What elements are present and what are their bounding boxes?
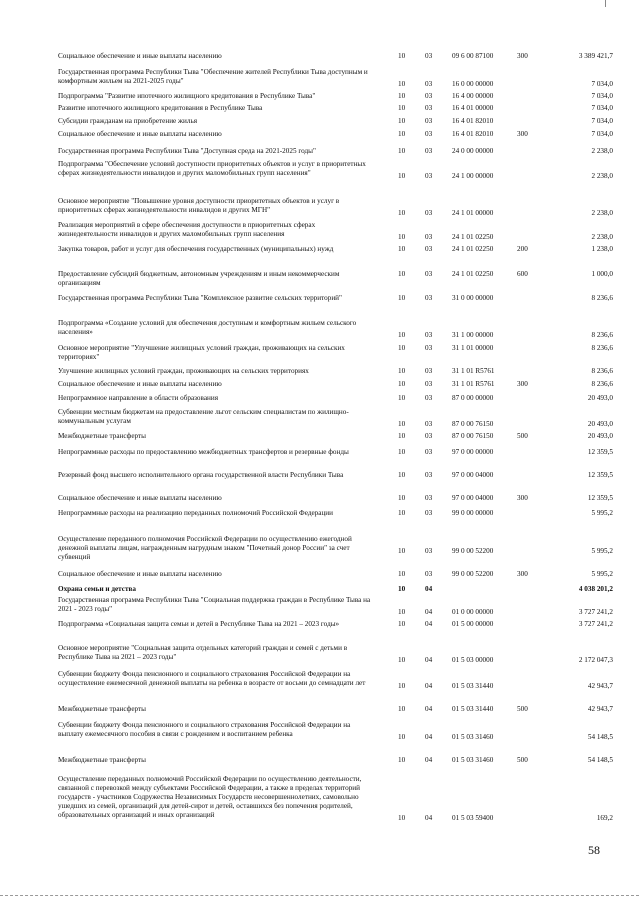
scan-bottom-edge [0, 895, 639, 897]
subsection-code: 04 [425, 756, 433, 764]
row-name: Закупка товаров, работ и услуг для обеспечения государственных (муниципальных) нужд [58, 245, 334, 253]
subsection-code: 03 [425, 380, 433, 388]
section-code: 10 [398, 682, 406, 690]
amount: 20 493,0 [587, 420, 613, 428]
amount: 54 148,5 [587, 756, 613, 764]
row-name: Социальное обеспечение и иные выплаты населению [58, 570, 222, 578]
expense-type-code: 200 [517, 245, 528, 253]
row-name: Улучшение жилищных условий граждан, проживающих на сельских территориях [58, 367, 309, 375]
subsection-code: 03 [425, 270, 433, 278]
row-name: Субвенции бюджету Фонда пенсионного и социального страхования Российской Федерации на осуществление ежемесячной денежной выплаты на ребенка в возрасте от восьми до семнадцати лет [58, 670, 366, 687]
amount: 54 148,5 [587, 733, 613, 741]
subsection-code: 03 [425, 570, 433, 578]
row-name: Субвенции местным бюджетам на предоставление льгот сельским специалистам по жилищно-коммунальным услугам [58, 408, 349, 425]
amount: 12 359,5 [587, 448, 613, 456]
row-name: Социальное обеспечение и иные выплаты населению [58, 130, 222, 138]
subsection-code: 03 [425, 432, 433, 440]
row-name: Реализация мероприятий в сфере обеспечения доступности в приоритетных сферах жизнедеятельности инвалидов и других маломобильных групп населения [58, 221, 316, 238]
subsection-code: 03 [425, 245, 433, 253]
subsection-code: 03 [425, 494, 433, 502]
amount: 8 236,6 [591, 380, 613, 388]
subsection-code: 03 [425, 331, 433, 339]
row-name: Государственная программа Республики Тыва "Обеспечение жителей Республики Тыва доступным и комфортным жильем на 2021-2025 годы" [58, 68, 368, 85]
row-name: Осуществление переданного полномочия Российской Федерации по осуществлению ежегодной денежной выплаты лицам, награжденным нагрудным знаком "Почетный донор России" за счет субвенций [58, 535, 352, 561]
amount: 8 236,6 [591, 344, 613, 352]
target-article-code: 16 4 01 00000 [452, 104, 494, 112]
section-code: 10 [398, 233, 406, 241]
amount: 1 000,0 [591, 270, 613, 278]
row-name: Резервный фонд высшего исполнительного органа государственной власти Республики Тыва [58, 471, 344, 479]
amount: 7 034,0 [591, 92, 613, 100]
amount: 20 493,0 [587, 432, 613, 440]
subsection-code: 03 [425, 209, 433, 217]
row-name: Непрограммные расходы на реализацию переданных полномочий Российской Федерации [58, 509, 333, 517]
amount: 5 995,2 [591, 547, 613, 555]
subsection-code: 03 [425, 172, 433, 180]
subsection-code: 04 [425, 656, 433, 664]
amount: 12 359,5 [587, 494, 613, 502]
target-article-code: 24 1 01 02250 [452, 233, 494, 241]
target-article-code: 24 1 01 02250 [452, 270, 494, 278]
target-article-code: 01 5 03 31440 [452, 705, 494, 713]
subsection-code: 04 [425, 620, 433, 628]
row-name: Межбюджетные трансферты [58, 756, 146, 764]
amount: 3 389 421,7 [578, 52, 613, 60]
target-article-code: 31 1 01 00000 [452, 344, 494, 352]
section-code: 10 [398, 104, 406, 112]
section-code: 10 [398, 130, 406, 138]
target-article-code: 24 1 00 00000 [452, 172, 494, 180]
row-name: Государственная программа Республики Тыва "Социальная поддержка граждан в Республике Тыва на 2021 - 2023 годы" [58, 596, 371, 613]
section-code: 10 [398, 344, 406, 352]
target-article-code: 97 0 00 04000 [452, 471, 494, 479]
target-article-code: 31 1 00 00000 [452, 331, 494, 339]
section-code: 10 [398, 245, 406, 253]
target-article-code: 01 5 00 00000 [452, 620, 494, 628]
subsection-code: 03 [425, 420, 433, 428]
row-name: Основное мероприятие "Улучшение жилищных условий граждан, проживающих на сельских территориях" [58, 344, 345, 361]
section-code: 10 [398, 380, 406, 388]
page-number: 58 [588, 843, 600, 857]
row-name: Подпрограмма "Развитие ипотечного жилищного кредитования в Республике Тыва" [58, 92, 316, 100]
subsection-code: 04 [425, 682, 433, 690]
target-article-code: 99 0 00 52200 [452, 547, 494, 555]
expense-type-code: 300 [517, 380, 528, 388]
scan-mark [605, 0, 606, 7]
section-code: 10 [398, 209, 406, 217]
section-code: 10 [398, 547, 406, 555]
expense-type-code: 500 [517, 705, 528, 713]
row-name: Осуществление переданных полномочий Российской Федерации по осуществлению деятельности, связанной с перевозкой между субъектами Российской Федерации, а также в пределах территорий государств - участников Содружества Независимых Государств несовершеннолетних, самовольно ушедших из семей, организаций для детей-сирот и детей, оставшихся без попечения родителей, образовательных организаций и иных организаций [58, 775, 362, 819]
amount: 7 034,0 [591, 104, 613, 112]
amount: 5 995,2 [591, 509, 613, 517]
amount: 42 943,7 [587, 705, 613, 713]
expense-type-code: 500 [517, 756, 528, 764]
section-code: 10 [398, 172, 406, 180]
target-article-code: 16 4 01 82010 [452, 130, 494, 138]
target-article-code: 97 0 00 04000 [452, 494, 494, 502]
amount: 1 238,0 [591, 245, 613, 253]
subsection-code: 03 [425, 547, 433, 555]
amount: 12 359,5 [587, 471, 613, 479]
row-name: Межбюджетные трансферты [58, 432, 146, 440]
section-code: 10 [398, 608, 406, 616]
row-name: Социальное обеспечение и иные выплаты населению [58, 494, 222, 502]
section-code: 10 [398, 294, 406, 302]
amount: 20 493,0 [587, 394, 613, 402]
expense-type-code: 300 [517, 130, 528, 138]
expense-type-code: 300 [517, 494, 528, 502]
target-article-code: 01 5 03 00000 [452, 656, 494, 664]
section-code: 10 [398, 420, 406, 428]
target-article-code: 24 0 00 00000 [452, 147, 494, 155]
subsection-code: 03 [425, 344, 433, 352]
section-code: 10 [398, 585, 406, 593]
expense-type-code: 300 [517, 570, 528, 578]
target-article-code: 01 5 03 31460 [452, 756, 494, 764]
subsection-code: 03 [425, 367, 433, 375]
section-code: 10 [398, 733, 406, 741]
subsection-code: 03 [425, 52, 433, 60]
row-name: Субвенции бюджету Фонда пенсионного и социального страхования Российской Федерации на выплату ежемесячного пособия в связи с рождением и воспитанием ребенка [58, 721, 351, 738]
target-article-code: 99 0 00 00000 [452, 509, 494, 517]
row-name: Государственная программа Республики Тыва "Доступная среда на 2021-2025 годы" [58, 147, 316, 155]
row-name: Подпрограмма «Создание условий для обеспечения доступным и комфортным жильем сельского населения» [58, 319, 357, 336]
amount: 169,2 [596, 814, 613, 822]
row-name: Развитие ипотечного жилищного кредитования в Республике Тыва [58, 104, 263, 112]
amount: 5 995,2 [591, 570, 613, 578]
target-article-code: 87 0 00 76150 [452, 420, 494, 428]
row-name: Подпрограмма "Обеспечение условий доступности приоритетных объектов и услуг в приоритетных сферах жизнедеятельности инвалидов и других маломобильных групп населения" [58, 160, 366, 177]
amount: 7 034,0 [591, 80, 613, 88]
row-name: Охрана семьи и детства [58, 585, 136, 593]
target-article-code: 31 1 01 R5761 [452, 367, 495, 375]
subsection-code: 04 [425, 608, 433, 616]
subsection-code: 04 [425, 814, 433, 822]
amount: 7 034,0 [591, 117, 613, 125]
row-name: Субсидии гражданам на приобретение жилья [58, 117, 198, 125]
amount: 2 238,0 [591, 233, 613, 241]
target-article-code: 01 0 00 00000 [452, 608, 494, 616]
section-code: 10 [398, 570, 406, 578]
target-article-code: 31 0 00 00000 [452, 294, 494, 302]
subsection-code: 04 [425, 705, 433, 713]
subsection-code: 03 [425, 448, 433, 456]
amount: 42 943,7 [587, 682, 613, 690]
target-article-code: 24 1 01 02250 [452, 245, 494, 253]
section-code: 10 [398, 367, 406, 375]
amount: 4 038 201,2 [578, 585, 613, 593]
row-name: Подпрограмма «Социальная защита семьи и детей в Республике Тыва на 2021 – 2023 годы» [58, 620, 340, 628]
section-code: 10 [398, 117, 406, 125]
amount: 3 727 241,2 [578, 608, 613, 616]
section-code: 10 [398, 448, 406, 456]
target-article-code: 99 0 00 52200 [452, 570, 494, 578]
subsection-code: 04 [425, 733, 433, 741]
row-name: Непрограммные расходы по предоставлению межбюджетных трансфертов и резервные фонды [58, 448, 349, 456]
amount: 7 034,0 [591, 130, 613, 138]
subsection-code: 04 [425, 585, 433, 593]
section-code: 10 [398, 80, 406, 88]
subsection-code: 03 [425, 471, 433, 479]
section-code: 10 [398, 394, 406, 402]
subsection-code: 03 [425, 92, 433, 100]
expense-type-code: 300 [517, 52, 528, 60]
section-code: 10 [398, 509, 406, 517]
section-code: 10 [398, 147, 406, 155]
row-name: Межбюджетные трансферты [58, 705, 146, 713]
section-code: 10 [398, 756, 406, 764]
expense-type-code: 600 [517, 270, 528, 278]
row-name: Непрограммное направление в области образования [58, 394, 219, 402]
amount: 2 238,0 [591, 209, 613, 217]
target-article-code: 16 4 00 00000 [452, 92, 494, 100]
subsection-code: 03 [425, 294, 433, 302]
section-code: 10 [398, 620, 406, 628]
subsection-code: 03 [425, 233, 433, 241]
subsection-code: 03 [425, 80, 433, 88]
subsection-code: 03 [425, 117, 433, 125]
row-name: Социальное обеспечение и иные выплаты населению [58, 52, 222, 60]
target-article-code: 16 0 00 00000 [452, 80, 494, 88]
amount: 2 238,0 [591, 147, 613, 155]
section-code: 10 [398, 656, 406, 664]
target-article-code: 09 6 00 87100 [452, 52, 494, 60]
amount: 8 236,6 [591, 294, 613, 302]
subsection-code: 03 [425, 394, 433, 402]
target-article-code: 01 5 03 31440 [452, 682, 494, 690]
section-code: 10 [398, 331, 406, 339]
subsection-code: 03 [425, 104, 433, 112]
target-article-code: 87 0 00 00000 [452, 394, 494, 402]
section-code: 10 [398, 705, 406, 713]
target-article-code: 01 5 03 31460 [452, 733, 494, 741]
subsection-code: 03 [425, 130, 433, 138]
row-name: Государственная программа Республики Тыва "Комплексное развитие сельских территорий" [58, 294, 342, 302]
row-name: Основное мероприятие "Повышение уровня доступности приоритетных объектов и услуг в приоритетных сферах жизнедеятельности инвалидов и других МГН" [58, 197, 340, 214]
row-name: Предоставление субсидий бюджетным, автономным учреждениям и иным некоммерческим организациям [58, 270, 340, 287]
section-code: 10 [398, 270, 406, 278]
target-article-code: 31 1 01 R5761 [452, 380, 495, 388]
section-code: 10 [398, 92, 406, 100]
section-code: 10 [398, 494, 406, 502]
row-name: Основное мероприятие "Социальная защита отдельных категорий граждан и семей с детьми в Республике Тыва на 2021 – 2023 годы" [58, 644, 348, 661]
target-article-code: 24 1 01 00000 [452, 209, 494, 217]
section-code: 10 [398, 432, 406, 440]
subsection-code: 03 [425, 147, 433, 155]
subsection-code: 03 [425, 509, 433, 517]
amount: 2 238,0 [591, 172, 613, 180]
section-code: 10 [398, 814, 406, 822]
amount: 8 236,6 [591, 331, 613, 339]
target-article-code: 97 0 00 00000 [452, 448, 494, 456]
section-code: 10 [398, 52, 406, 60]
section-code: 10 [398, 471, 406, 479]
target-article-code: 87 0 00 76150 [452, 432, 494, 440]
expense-type-code: 500 [517, 432, 528, 440]
amount: 3 727 241,2 [578, 620, 613, 628]
amount: 8 236,6 [591, 367, 613, 375]
amount: 2 172 047,3 [578, 656, 613, 664]
target-article-code: 01 5 03 59400 [452, 814, 494, 822]
row-name: Социальное обеспечение и иные выплаты населению [58, 380, 222, 388]
target-article-code: 16 4 01 82010 [452, 117, 494, 125]
